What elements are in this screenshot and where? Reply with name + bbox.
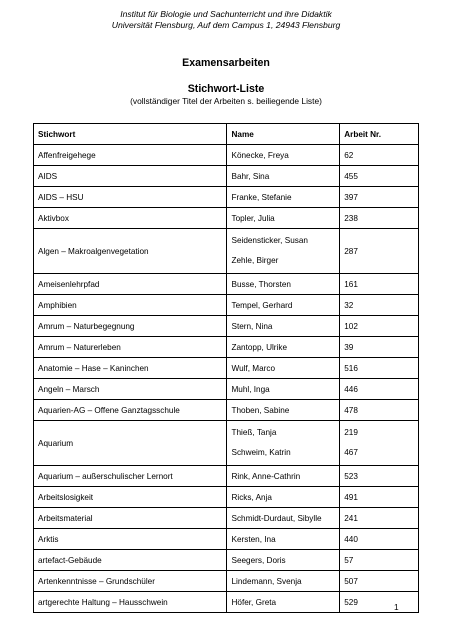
name-cell — [227, 529, 340, 550]
author-name: Seegers, Doris — [231, 555, 286, 565]
work-number: 516 — [344, 363, 358, 373]
document-note: (vollständiger Titel der Arbeiten s. beiliegende Liste) — [130, 96, 322, 106]
keyword-cell: Arktis — [34, 529, 227, 550]
keyword-cell: Artenkenntnisse – Grundschüler — [34, 571, 227, 592]
number-cell — [340, 400, 419, 421]
number-cell — [340, 316, 419, 337]
number-cell — [340, 466, 419, 487]
name-cell — [227, 379, 340, 400]
name-cell — [227, 274, 340, 295]
table-row — [34, 145, 419, 166]
author-name: Rink, Anne-Cathrin — [231, 471, 301, 481]
table-row — [34, 421, 419, 466]
table-row — [34, 295, 419, 316]
column-header-number: Arbeit Nr. — [340, 124, 419, 145]
work-number: 529 — [344, 597, 358, 607]
number-cell — [340, 208, 419, 229]
table-row — [34, 358, 419, 379]
number-cell — [340, 337, 419, 358]
number-cell — [340, 487, 419, 508]
author-name: Bahr, Sina — [231, 171, 270, 181]
keyword-cell: Aquarium – außerschulischer Lernort — [34, 466, 227, 487]
number-cell — [340, 166, 419, 187]
name-cell — [227, 508, 340, 529]
number-cell — [340, 571, 419, 592]
author-name: Thieß, Tanja — [231, 428, 277, 437]
author-name: Topler, Julia — [231, 213, 275, 223]
work-number: 62 — [344, 150, 354, 160]
header-institute: Institut für Biologie und Sachunterricht und ihre Didaktik — [120, 9, 332, 19]
author-name: Muhl, Inga — [231, 384, 270, 394]
name-cell — [227, 187, 340, 208]
keyword-cell: Aktivbox — [34, 208, 227, 229]
table-row — [34, 466, 419, 487]
number-cell — [340, 145, 419, 166]
table-body — [34, 145, 419, 613]
work-number: 491 — [344, 492, 358, 502]
work-number: 523 — [344, 471, 358, 481]
column-header-keyword: Stichwort — [34, 124, 227, 145]
work-number: 478 — [344, 405, 358, 415]
table-row — [34, 187, 419, 208]
name-cell — [227, 592, 340, 613]
number-cell — [340, 529, 419, 550]
work-number: 238 — [344, 213, 358, 223]
page-number: 1 — [394, 602, 399, 612]
column-header-name: Name — [227, 124, 340, 145]
work-number: 32 — [344, 300, 354, 310]
header-address: Universität Flensburg, Auf dem Campus 1, 24943 Flensburg — [111, 20, 341, 30]
number-cell — [340, 274, 419, 295]
author-name: Stern, Nina — [231, 321, 273, 331]
work-number: 161 — [344, 279, 358, 289]
keyword-cell: Algen – Makroalgenvegetation — [34, 229, 227, 274]
name-cell — [227, 316, 340, 337]
author-name: Höfer, Greta — [231, 597, 277, 607]
name-cell — [227, 145, 340, 166]
work-number: 287 — [344, 246, 358, 256]
keyword-cell: Arbeitslosigkeit — [34, 487, 227, 508]
work-number: 467 — [344, 448, 358, 457]
name-cell — [227, 295, 340, 316]
work-number: 397 — [344, 192, 358, 202]
work-number: 241 — [344, 513, 358, 523]
author-name: Zantopp, Ulrike — [231, 342, 288, 352]
table-row — [34, 166, 419, 187]
number-cell — [340, 379, 419, 400]
keyword-table — [33, 123, 419, 613]
work-number: 440 — [344, 534, 358, 544]
keyword-cell: Angeln – Marsch — [34, 379, 227, 400]
author-name: Ricks, Anja — [231, 492, 272, 502]
keyword-cell: Aquarien-AG – Offene Ganztagsschule — [34, 400, 227, 421]
keyword-cell: Ameisenlehrpfad — [34, 274, 227, 295]
document-header — [0, 9, 452, 31]
table-row — [34, 208, 419, 229]
number-cell — [340, 229, 419, 274]
work-number: 455 — [344, 171, 358, 181]
keyword-cell: artgerechte Haltung – Hausschwein — [34, 592, 227, 613]
author-name: Schmidt-Durdaut, Sibylle — [231, 513, 322, 523]
work-number: 219 — [344, 428, 358, 437]
work-number: 57 — [344, 555, 354, 565]
name-cell — [227, 208, 340, 229]
name-cell — [227, 466, 340, 487]
keyword-cell: Anatomie – Hase – Kaninchen — [34, 358, 227, 379]
table-row — [34, 400, 419, 421]
table-row — [34, 316, 419, 337]
name-cell — [227, 337, 340, 358]
author-name: Zehle, Birger — [231, 256, 279, 265]
author-name: Tempel, Gerhard — [231, 300, 293, 310]
name-cell — [227, 421, 340, 466]
keyword-cell: Amrum – Naturerleben — [34, 337, 227, 358]
table-row — [34, 550, 419, 571]
keyword-cell: Amrum – Naturbegegnung — [34, 316, 227, 337]
author-name: Könecke, Freya — [231, 150, 289, 160]
document-subtitle: Stichwort-Liste — [187, 83, 265, 95]
table-header-row — [34, 124, 419, 145]
name-cell — [227, 358, 340, 379]
number-cell — [340, 358, 419, 379]
name-cell — [227, 571, 340, 592]
keyword-cell: Affenfreigehege — [34, 145, 227, 166]
keyword-cell: AIDS – HSU — [34, 187, 227, 208]
name-cell — [227, 166, 340, 187]
work-number: 39 — [344, 342, 354, 352]
name-cell — [227, 487, 340, 508]
document-title: Examensarbeiten — [182, 57, 270, 69]
table-row — [34, 337, 419, 358]
author-name: Busse, Thorsten — [231, 279, 291, 289]
work-number: 507 — [344, 576, 358, 586]
work-number: 446 — [344, 384, 358, 394]
number-cell — [340, 550, 419, 571]
table-row — [34, 487, 419, 508]
number-cell — [340, 187, 419, 208]
author-name: Seidensticker, Susan — [231, 236, 308, 245]
name-cell — [227, 550, 340, 571]
keyword-cell: Aquarium — [34, 421, 227, 466]
work-number: 102 — [344, 321, 358, 331]
keyword-cell: AIDS — [34, 166, 227, 187]
keyword-cell: artefact-Gebäude — [34, 550, 227, 571]
author-name: Wulf, Marco — [231, 363, 276, 373]
author-name: Kersten, Ina — [231, 534, 276, 544]
table-row — [34, 529, 419, 550]
table-row — [34, 229, 419, 274]
number-cell — [340, 295, 419, 316]
number-cell — [340, 421, 419, 466]
keyword-cell: Arbeitsmaterial — [34, 508, 227, 529]
table-row — [34, 592, 419, 613]
name-cell — [227, 229, 340, 274]
table-row — [34, 274, 419, 295]
table-row — [34, 571, 419, 592]
author-name: Schweim, Katrin — [231, 448, 291, 457]
table-row — [34, 379, 419, 400]
author-name: Franke, Stefanie — [231, 192, 292, 202]
name-cell — [227, 400, 340, 421]
author-name: Thoben, Sabine — [231, 405, 290, 415]
table-row — [34, 508, 419, 529]
number-cell — [340, 508, 419, 529]
number-cell — [340, 592, 419, 613]
author-name: Lindemann, Svenja — [231, 576, 302, 586]
keyword-cell: Amphibien — [34, 295, 227, 316]
